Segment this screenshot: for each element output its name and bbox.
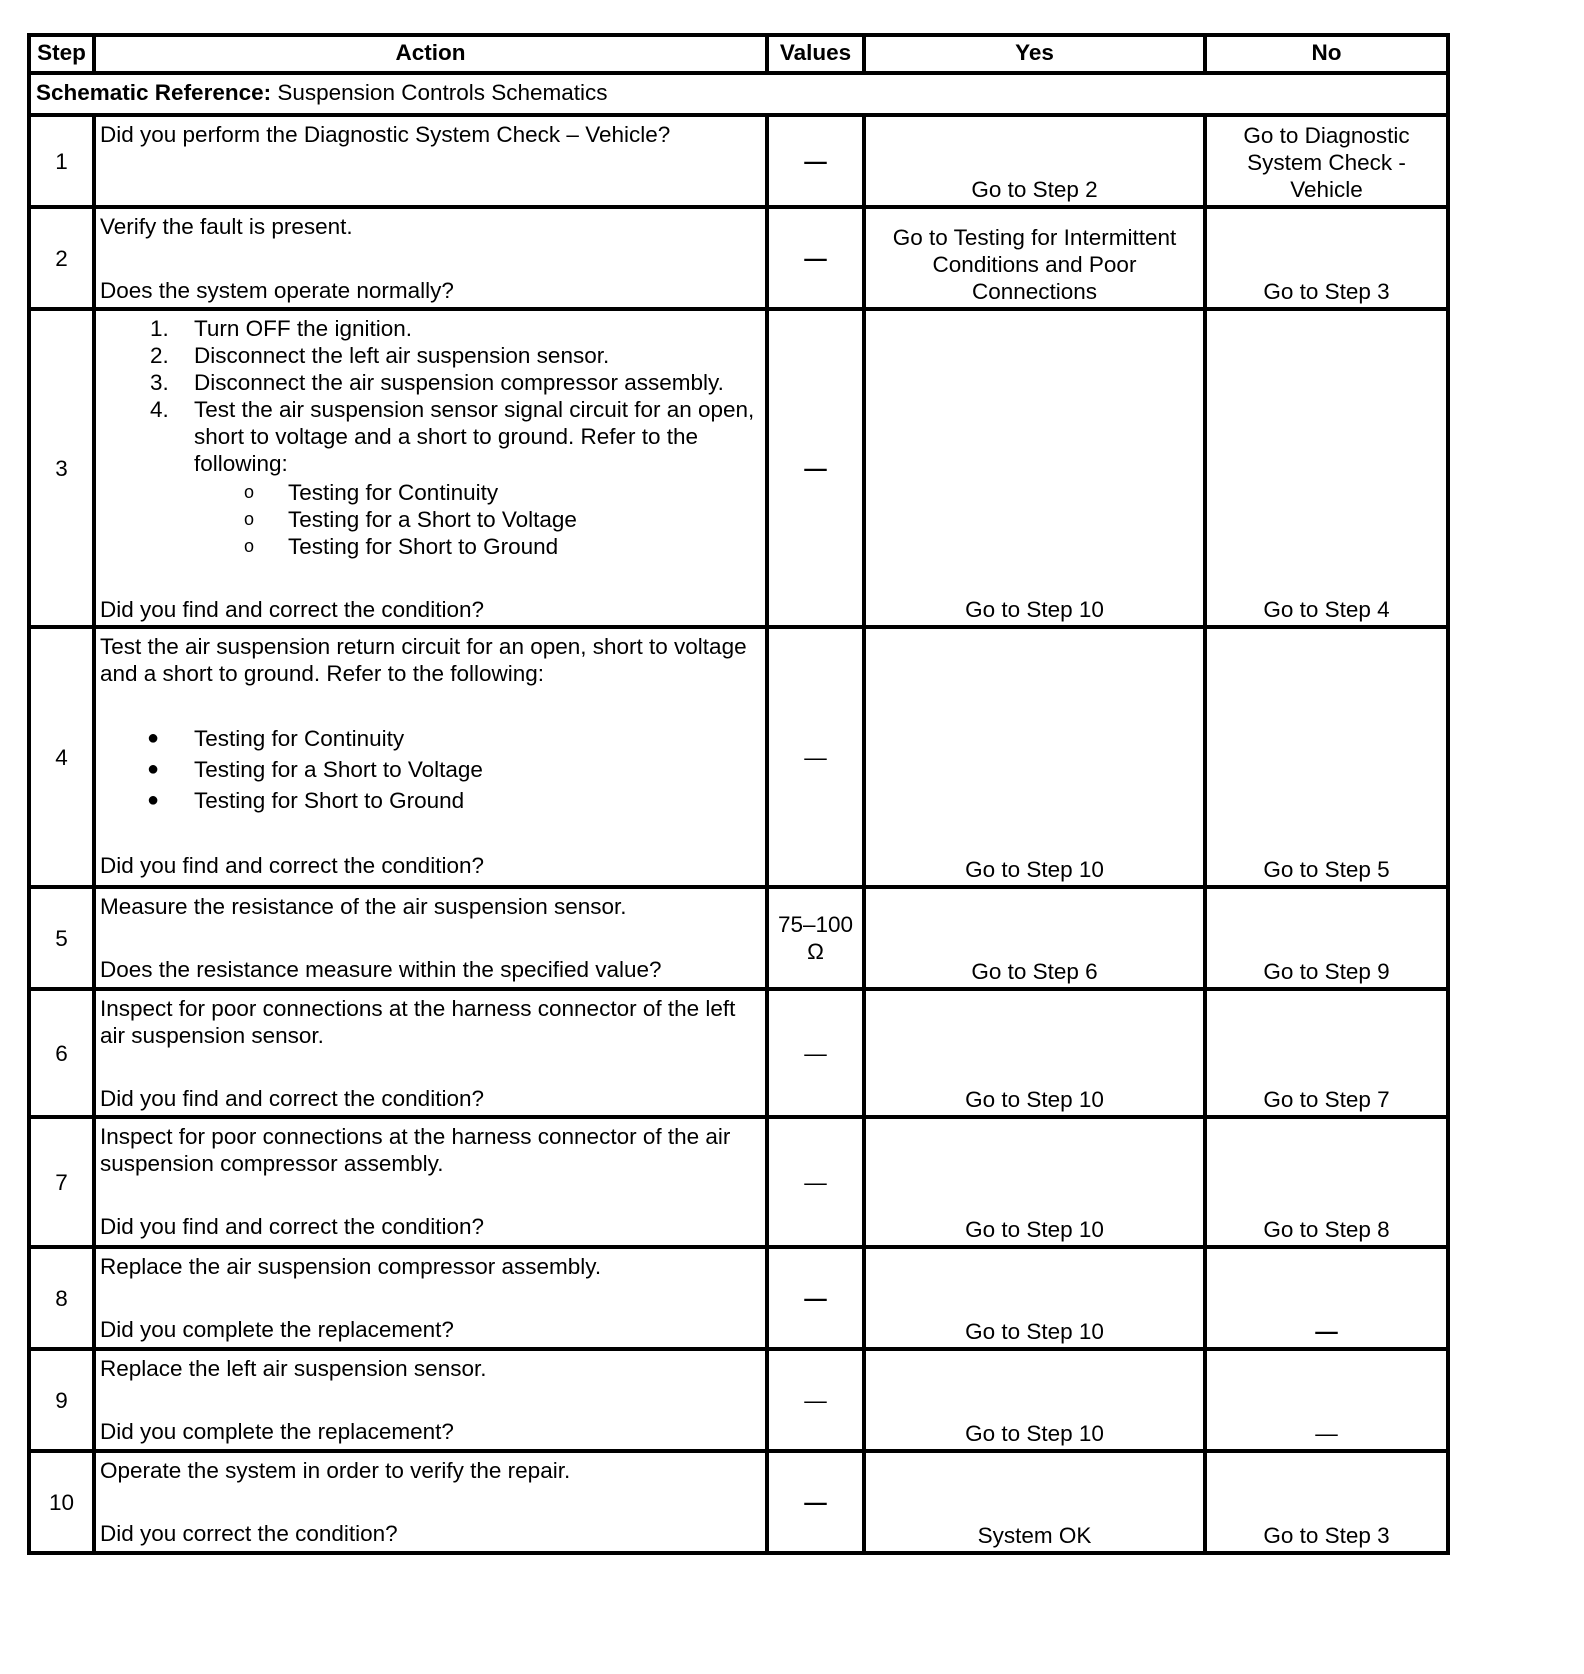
value-cell: — (767, 115, 864, 207)
resistance-spec: 75–100 Ω (767, 887, 864, 989)
header-step: Step (29, 35, 94, 73)
step-number: 1 (29, 115, 94, 207)
no-link[interactable]: Go to Step 3 (1205, 207, 1448, 309)
header-no: No (1205, 35, 1448, 73)
step-number: 7 (29, 1117, 94, 1247)
action-text: Verify the fault is present. (100, 214, 353, 239)
question-text: Does the system operate normally? (100, 278, 454, 303)
reference-item (100, 785, 761, 816)
action-cell (94, 627, 767, 887)
table-row (29, 1247, 1448, 1349)
no-link[interactable]: Go to Step 7 (1205, 989, 1448, 1117)
step-number: 10 (29, 1451, 94, 1553)
reference-link[interactable]: Testing for Short to Ground (194, 788, 465, 813)
circle-bullet-icon: o (244, 482, 255, 502)
value-cell: — (767, 1349, 864, 1451)
no-link[interactable]: Go to Step 5 (1205, 627, 1448, 887)
yes-link[interactable]: Go to Step 10 (864, 1117, 1205, 1247)
action-cell (94, 1349, 767, 1451)
schematic-link[interactable]: Suspension Controls Schematics (277, 80, 608, 105)
yes-link[interactable]: Go to Step 10 (864, 627, 1205, 887)
step-number: 4 (29, 627, 94, 887)
value-cell: — (767, 1451, 864, 1553)
reference-link[interactable]: Testing for Continuity (288, 480, 499, 505)
bullet-icon: ● (147, 727, 160, 749)
circle-bullet-icon: o (244, 509, 255, 529)
value-cell: — (767, 989, 864, 1117)
yes-link[interactable]: Go to Step 10 (864, 989, 1205, 1117)
reference-item (100, 723, 761, 754)
table-row (29, 627, 1448, 887)
value-cell: — (767, 1117, 864, 1247)
value-cell: — (767, 627, 864, 887)
substep-item: 3. Disconnect the air suspension compressor assembly. (150, 370, 724, 395)
value-cell: — (767, 207, 864, 309)
step-number: 6 (29, 989, 94, 1117)
no-link[interactable]: Go to Step 4 (1205, 309, 1448, 627)
action-cell (94, 309, 767, 627)
no-value: — (1205, 1247, 1448, 1349)
reference-item (100, 533, 761, 560)
no-link[interactable]: Go to Step 8 (1205, 1117, 1448, 1247)
substep-item: 1. Turn OFF the ignition. (150, 316, 413, 341)
action-cell (94, 887, 767, 989)
header-yes: Yes (864, 35, 1205, 73)
substep-item: 4. Test the air suspension sensor signal circuit for an open, short to voltage and a short to ground. Refer to the following: (150, 397, 755, 476)
step-number: 2 (29, 207, 94, 309)
no-value: — (1205, 1349, 1448, 1451)
action-cell (94, 989, 767, 1117)
action-text: Inspect for poor connections at the harness connector of the left air suspension sensor. (100, 996, 736, 1048)
table-row (29, 115, 1448, 207)
reference-item (100, 754, 761, 785)
step-number: 3 (29, 309, 94, 627)
value-cell: — (767, 309, 864, 627)
bullet-icon: ● (147, 789, 160, 811)
action-cell (94, 1117, 767, 1247)
reference-list (100, 723, 761, 816)
action-text: Inspect for poor connections at the harness connector of the air suspension compressor assembly. (100, 1124, 731, 1176)
action-text: Test the air suspension return circuit for an open, short to voltage and a short to ground. Refer to the following: (100, 634, 747, 686)
header-values: Values (767, 35, 864, 73)
table-row (29, 309, 1448, 627)
table-row (29, 887, 1448, 989)
reference-link[interactable]: Testing for a Short to Voltage (288, 507, 577, 532)
yes-link[interactable]: Go to Step 10 (864, 1349, 1205, 1451)
yes-result: System OK (864, 1451, 1205, 1553)
question-text: Did you find and correct the condition? (100, 1214, 484, 1239)
table-row (29, 1451, 1448, 1553)
value-cell: — (767, 1247, 864, 1349)
header-row (29, 35, 1448, 73)
yes-link[interactable]: Go to Step 10 (864, 309, 1205, 627)
step-number: 9 (29, 1349, 94, 1451)
action-cell (94, 1247, 767, 1349)
question-text: Did you find and correct the condition? (100, 1086, 484, 1111)
table-row (29, 1349, 1448, 1451)
question-text: Did you complete the replacement? (100, 1317, 454, 1342)
yes-link[interactable]: Go to Step 6 (864, 887, 1205, 989)
action-text: Operate the system in order to verify the repair. (100, 1458, 571, 1483)
action-text: Replace the air suspension compressor assembly. (100, 1254, 602, 1279)
table-row (29, 207, 1448, 309)
step-number: 8 (29, 1247, 94, 1349)
question-text: Does the resistance measure within the specified value? (100, 957, 662, 982)
yes-link[interactable]: Go to Testing for Intermittent Conditions and Poor Connections (864, 207, 1205, 309)
reference-item (100, 506, 761, 533)
reference-link[interactable]: Testing for Continuity (194, 726, 405, 751)
action-text: Measure the resistance of the air suspension sensor. (100, 894, 627, 919)
substep-list (100, 315, 761, 477)
reference-link[interactable]: Testing for Short to Ground (288, 534, 559, 559)
action-text: Replace the left air suspension sensor. (100, 1356, 487, 1381)
reference-item (100, 479, 761, 506)
step-number: 5 (29, 887, 94, 989)
question-text: Did you find and correct the condition? (100, 853, 484, 878)
action-cell (94, 1451, 767, 1553)
schematic-label: Schematic Reference: (36, 80, 272, 105)
reference-list (100, 479, 761, 560)
yes-link[interactable]: Go to Step 2 (864, 115, 1205, 207)
no-link[interactable]: Go to Step 9 (1205, 887, 1448, 989)
table-row (29, 1117, 1448, 1247)
question-text: Did you find and correct the condition? (100, 597, 484, 622)
question-text: Did you correct the condition? (100, 1521, 398, 1546)
header-action: Action (94, 35, 767, 73)
no-link[interactable]: Go to Step 3 (1205, 1451, 1448, 1553)
bullet-icon: ● (147, 758, 160, 780)
yes-link[interactable]: Go to Step 10 (864, 1247, 1205, 1349)
diagnostic-table (27, 33, 1450, 1555)
question-text: Did you complete the replacement? (100, 1419, 454, 1444)
circle-bullet-icon: o (244, 536, 255, 556)
reference-link[interactable]: Testing for a Short to Voltage (194, 757, 483, 782)
table-row (29, 989, 1448, 1117)
substep-item: 2. Disconnect the left air suspension sensor. (150, 343, 610, 368)
action-text: Did you perform the Diagnostic System Check – Vehicle? (94, 115, 767, 207)
no-link[interactable]: Go to Diagnostic System Check - Vehicle (1205, 115, 1448, 207)
schematic-reference-row (29, 73, 1448, 115)
action-cell (94, 207, 767, 309)
